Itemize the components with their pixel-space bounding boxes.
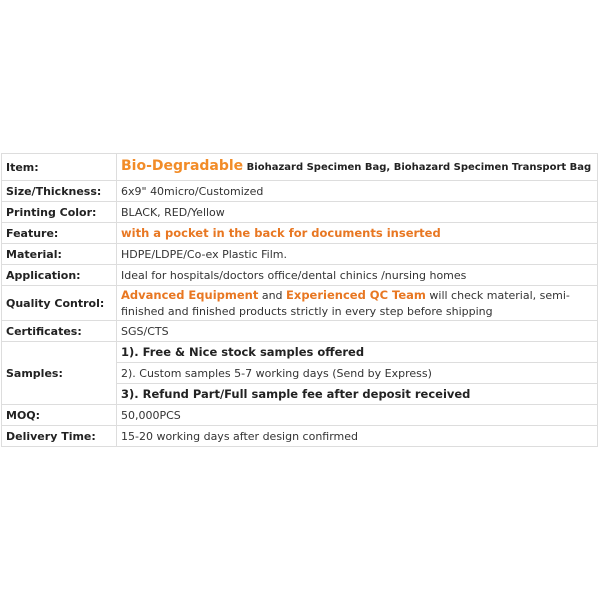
spec-row-application: [2, 265, 598, 286]
spec-value-application: Ideal for hospitals/doctors office/dental chinics /nursing homes: [117, 265, 598, 286]
spec-value-quality: [117, 286, 598, 321]
spec-value-samples-3: [117, 384, 598, 405]
product-spec-table: [1, 153, 598, 447]
spec-value-certificates: SGS/CTS: [117, 321, 598, 342]
spec-row-size: [2, 181, 598, 202]
feature-text: with a pocket in the back for documents inserted: [121, 225, 441, 240]
sample-line-2: 2). Custom samples 5-7 working days (Send by Express): [121, 366, 432, 380]
spec-label-application: Application:: [2, 265, 117, 286]
spec-label-delivery: Delivery Time:: [2, 426, 117, 447]
qc-rest: will check material, semi-finished and finished products strictly in every step before shipping: [121, 288, 570, 318]
spec-row-item: [2, 154, 598, 181]
spec-value-samples-1: [117, 342, 598, 363]
qc-accent-equipment: Advanced Equipment: [121, 287, 259, 302]
spec-row-feature: [2, 223, 598, 244]
spec-value-size: 6x9" 40micro/Customized: [117, 181, 598, 202]
spec-label-certificates: Certificates:: [2, 321, 117, 342]
spec-label-printing: Printing Color:: [2, 202, 117, 223]
spec-label-samples: Samples:: [2, 342, 117, 405]
spec-label-feature: Feature:: [2, 223, 117, 244]
spec-value-moq: 50,000PCS: [117, 405, 598, 426]
spec-row-samples-1: [2, 342, 598, 363]
spec-value-item: [117, 154, 598, 181]
spec-row-material: [2, 244, 598, 265]
spec-row-quality: [2, 286, 598, 321]
spec-value-delivery: 15-20 working days after design confirmed: [117, 426, 598, 447]
spec-label-size: Size/Thickness:: [2, 181, 117, 202]
sample-line-3: 3). Refund Part/Full sample fee after deposit received: [121, 386, 471, 401]
spec-value-printing: BLACK, RED/Yellow: [117, 202, 598, 223]
qc-accent-team: Experienced QC Team: [286, 287, 426, 302]
spec-label-item: Item:: [2, 154, 117, 181]
spec-row-delivery: [2, 426, 598, 447]
brand-text: Bio-Degradable: [121, 158, 244, 174]
item-description: Biohazard Specimen Bag, Biohazard Specimen Transport Bag: [246, 162, 592, 173]
sample-line-1: 1). Free & Nice stock samples offered: [121, 344, 365, 359]
spec-row-printing: [2, 202, 598, 223]
spec-label-material: Material:: [2, 244, 117, 265]
qc-and: and: [258, 288, 287, 302]
spec-label-moq: MOQ:: [2, 405, 117, 426]
spec-row-moq: [2, 405, 598, 426]
spec-row-certificates: [2, 321, 598, 342]
spec-value-feature: [117, 223, 598, 244]
spec-label-quality: Quality Control:: [2, 286, 117, 321]
spec-value-samples-2: [117, 363, 598, 384]
spec-value-material: HDPE/LDPE/Co-ex Plastic Film.: [117, 244, 598, 265]
